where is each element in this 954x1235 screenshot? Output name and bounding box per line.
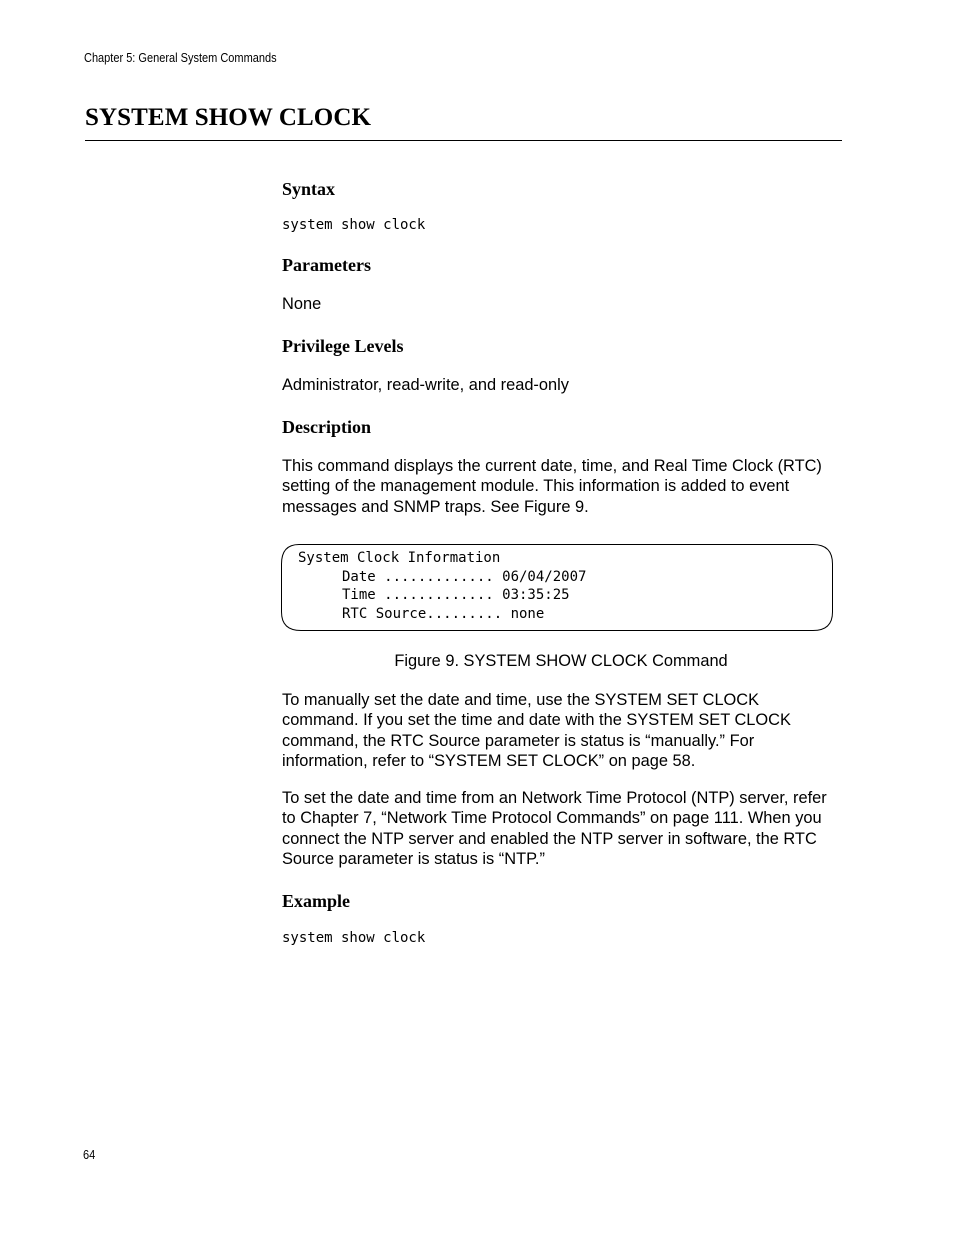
title-rule: [85, 140, 842, 141]
description-paragraph-2: To manually set the date and time, use the SYSTEM SET CLOCK command. If you set the time and date with the SYSTEM SET CLOCK command, the RTC Source parameter is status is “manually.” For information, refer to “SYSTEM SET CLOCK” on page 58.: [282, 691, 791, 771]
figure-line-date: Date ............. 06/04/2007: [342, 568, 587, 585]
example-heading: Example: [282, 891, 351, 911]
running-header: Chapter 5: General System Commands: [84, 51, 277, 65]
page-title: SYSTEM SHOW CLOCK: [85, 104, 372, 131]
privilege-levels-heading: Privilege Levels: [282, 336, 404, 356]
figure-caption: [282, 652, 842, 671]
description-paragraph-3: To set the date and time from an Network Time Protocol (NTP) server, refer to Chapter 7, “Network Time Protocol Commands” on page 111. When you connect the NTP server and enabled the NTP server in software, the RTC Source parameter is status is “NTP.”: [282, 789, 827, 869]
privilege-levels-text: Administrator, read-write, and read-only: [282, 376, 569, 394]
figure-line-rtc-source: RTC Source......... none: [342, 606, 545, 623]
figure-line-title: System Clock Information: [298, 550, 501, 566]
description-paragraph-1: This command displays the current date, time, and Real Time Clock (RTC) setting of the management module. This information is added to event messages and SNMP traps. See Figure 9.: [282, 457, 822, 516]
description-heading: Description: [282, 417, 371, 437]
figure-terminal-output: [281, 544, 833, 631]
figure-text: [298, 549, 586, 624]
page-number: 64: [83, 1148, 96, 1162]
figure-line-time: Time ............. 03:35:25: [342, 587, 570, 604]
parameters-text: None: [282, 295, 322, 313]
parameters-heading: Parameters: [282, 255, 371, 275]
figure-caption-text: Figure 9. SYSTEM SHOW CLOCK Command: [394, 652, 728, 670]
syntax-heading: Syntax: [282, 179, 336, 199]
syntax-code: system show clock: [282, 217, 426, 233]
example-code: system show clock: [282, 930, 426, 946]
